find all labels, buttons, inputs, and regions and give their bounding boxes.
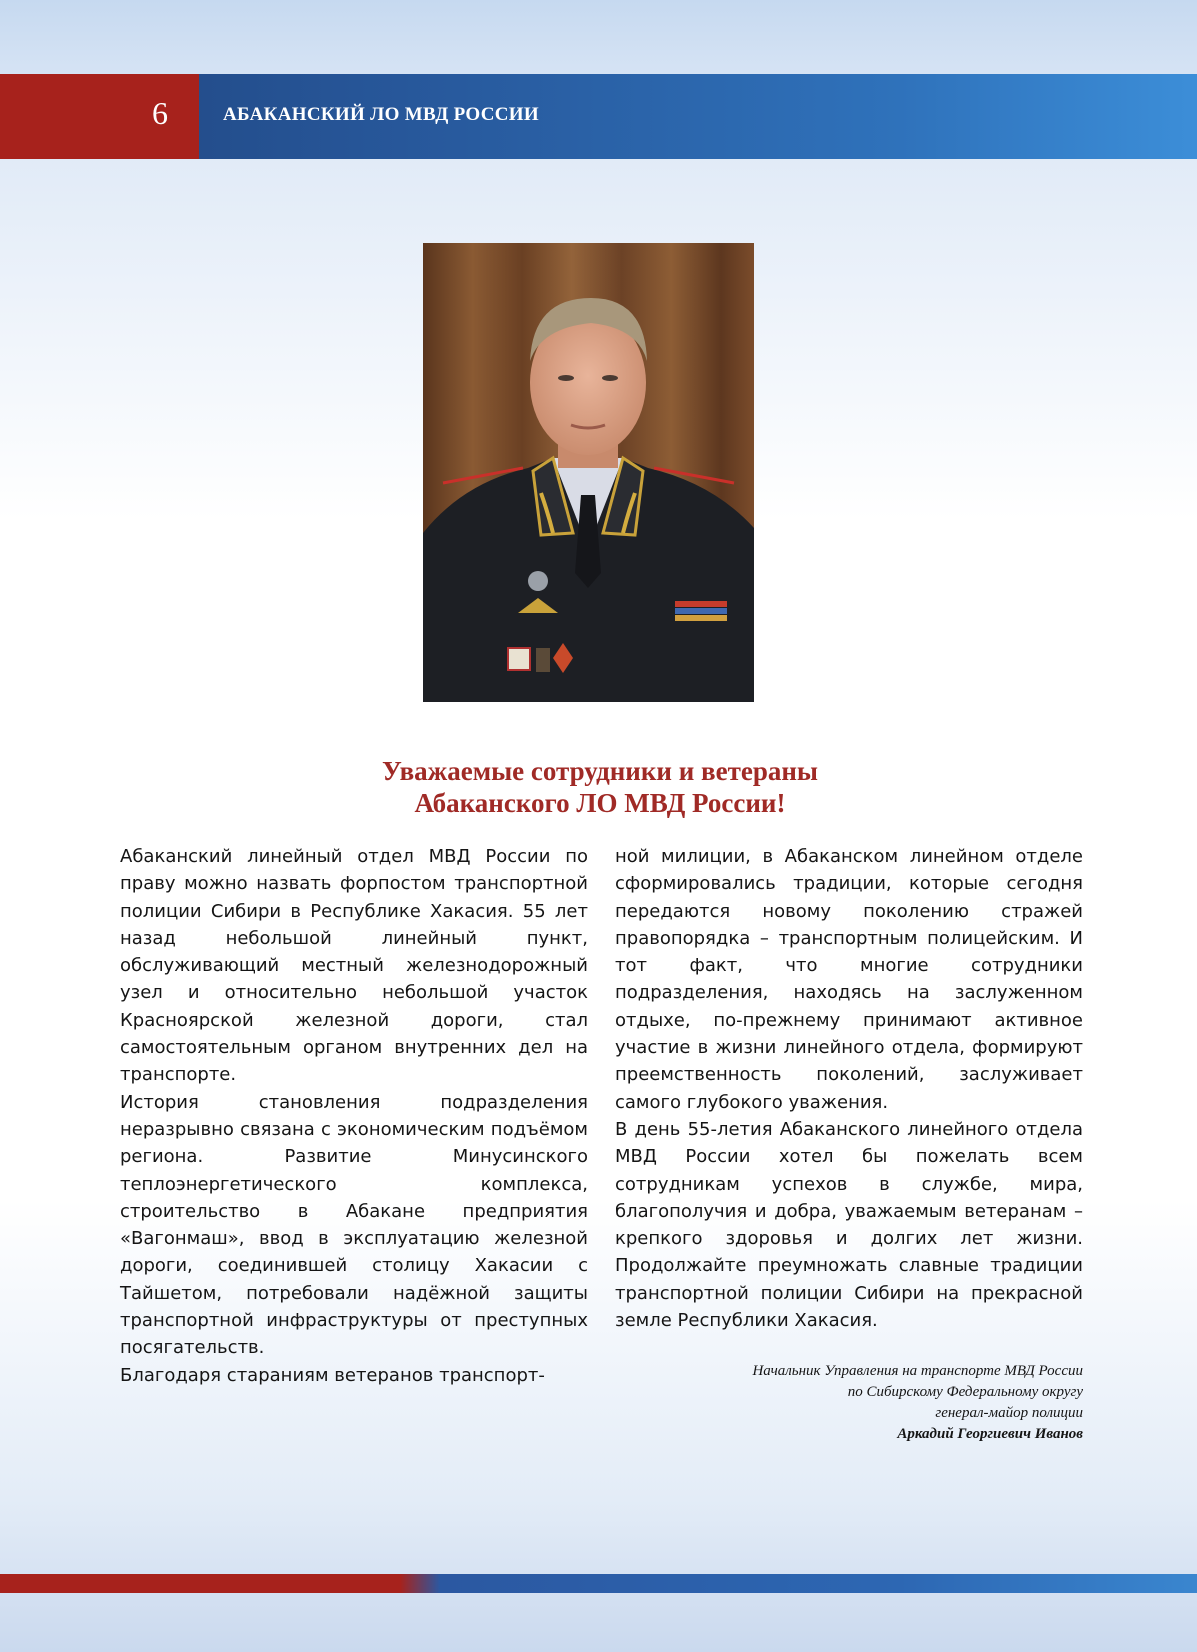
page-number: 6: [152, 95, 168, 131]
paragraph: Благодаря стараниям ветеранов транспорт-: [120, 1364, 545, 1386]
greeting-heading: [200, 755, 1000, 819]
signature-position-line1: Начальник Управления на транспорте МВД России: [752, 1363, 1083, 1379]
paragraph: Абаканский линейный отдел МВД России по праву можно назвать форпостом транспортной полиции Сибири в Республике Хакасия. 55 лет назад небольшой линейный пункт, обслуживающий местный железнодорожный узел и относительно небольшой участок Красноярской железной дороги, стал самостоятельным органом внутренних дел на транспорте.: [120, 846, 588, 1086]
paragraph: ной милиции, в Абаканском линейном отделе сформировались традиции, которые сегодня передаются новому поколению стражей правопорядка – транспортным полицейским. И тот факт, что многие сотрудники подразделения, находясь на заслуженном отдыхе, по-прежнему принимают активное участие в жизни линейного отдела, формируют преемственность поколений, заслуживает самого глубокого уважения.: [615, 846, 1083, 1113]
body-column-right: [615, 843, 1083, 1334]
portrait-photo: [423, 243, 754, 702]
header-title: АБАКАНСКИЙ ЛО МВД РОССИИ: [223, 104, 539, 125]
footer-band: [0, 1574, 1197, 1593]
body-column-left: [120, 843, 588, 1389]
paragraph: История становления подразделения неразрывно связана с экономическим подъёмом региона. Развитие Минусинского теплоэнергетического комплекса, строительство в Абакане предприятия «Вагонмаш», ввод в эксплуатацию железной дороги, соединившей столицу Хакасии с Тайшетом, потребовали надёжной защиты транспортной инфраструктуры от преступных посягательств.: [120, 1091, 588, 1359]
header-red-block: [0, 74, 199, 159]
signature-position-line2: по Сибирскому Федеральному округу: [847, 1384, 1083, 1400]
signature-name: Аркадий Георгиевич Иванов: [897, 1426, 1083, 1442]
paragraph: В день 55-летия Абаканского линейного отдела МВД России хотел бы пожелать всем сотрудникам успехов в службе, мира, благополучия и добра, уважаемым ветеранам – крепкого здоровья и долгих лет жизни. Продолжайте преумножать славные традиции транспортной полиции Сибири на прекрасной земле Республики Хакасия.: [615, 1118, 1083, 1332]
signature-block: [560, 1361, 1083, 1445]
signature-rank: генерал-майор полиции: [935, 1405, 1083, 1421]
greeting-heading-line2: Абаканского ЛО МВД России!: [414, 788, 786, 818]
greeting-heading-line1: Уважаемые сотрудники и ветераны: [381, 756, 819, 786]
